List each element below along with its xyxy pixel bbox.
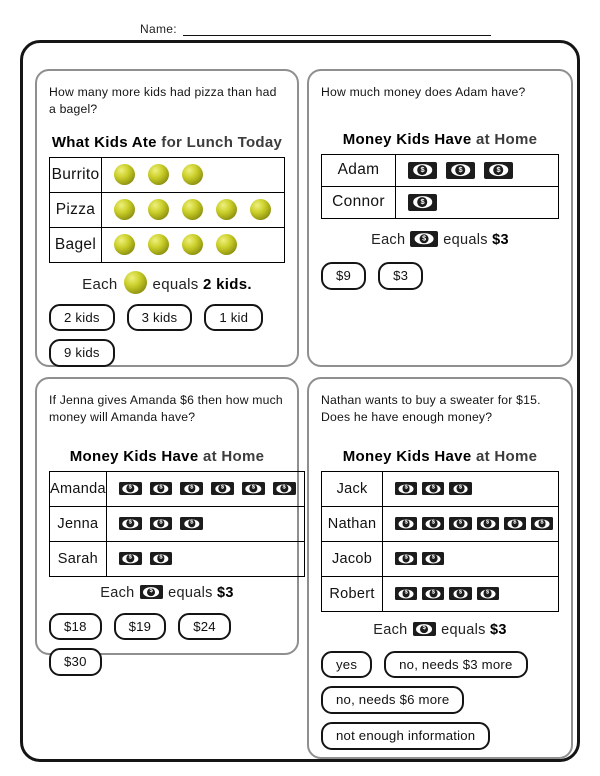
dollar-bill-icon: $ bbox=[484, 162, 513, 178]
answer-choice-button[interactable]: $18 bbox=[49, 613, 102, 641]
dollar-bill-icon: $ bbox=[140, 585, 164, 598]
chart-title: Money Kids Have at Home bbox=[342, 130, 538, 148]
answer-choice-button[interactable]: no, needs $6 more bbox=[321, 686, 464, 714]
dollar-bill-icon: $ bbox=[180, 517, 203, 530]
name-label: Name: bbox=[140, 22, 177, 36]
kid-dot-icon bbox=[124, 271, 147, 294]
answer-choices bbox=[321, 651, 559, 750]
answer-choice-button[interactable]: 1 kid bbox=[204, 304, 263, 332]
table-row bbox=[50, 227, 285, 262]
kid-dot-icon bbox=[182, 164, 203, 185]
row-label: Amanda bbox=[50, 471, 107, 506]
dollar-bill-icon: $ bbox=[395, 552, 417, 565]
row-label: Jenna bbox=[50, 506, 107, 541]
table-row bbox=[322, 154, 559, 186]
dollar-bill-icon: $ bbox=[413, 622, 437, 635]
pictograph-key: Each $ equals $3 bbox=[373, 621, 507, 638]
dollar-bill-icon: $ bbox=[395, 587, 417, 600]
table-row bbox=[50, 192, 285, 227]
pictograph-table bbox=[321, 154, 559, 219]
kid-dot-icon bbox=[182, 199, 203, 220]
dollar-bill-icon: $ bbox=[422, 517, 444, 530]
chart-title: Money Kids Have at Home bbox=[69, 447, 265, 465]
panel-nathan-question bbox=[307, 377, 573, 759]
name-input-line[interactable] bbox=[183, 20, 491, 36]
panel-lunch-question bbox=[35, 69, 299, 367]
row-label: Adam bbox=[322, 154, 396, 186]
row-label: Connor bbox=[322, 186, 396, 218]
dollar-bill-icon: $ bbox=[422, 587, 444, 600]
chart-title: What Kids Ate for Lunch Today bbox=[51, 133, 283, 151]
row-label: Pizza bbox=[50, 192, 102, 227]
dollar-bill-icon: $ bbox=[150, 517, 173, 530]
worksheet-border bbox=[20, 40, 580, 762]
table-row bbox=[322, 506, 559, 541]
dollar-bill-icon: $ bbox=[150, 482, 173, 495]
dollar-bill-icon: $ bbox=[211, 482, 234, 495]
kid-dot-icon bbox=[216, 234, 237, 255]
row-label: Robert bbox=[322, 576, 383, 611]
table-row bbox=[50, 471, 305, 506]
panel-jenna-question bbox=[35, 377, 299, 670]
answer-choice-button[interactable]: $9 bbox=[321, 262, 366, 290]
answer-choice-button[interactable]: 3 kids bbox=[127, 304, 193, 332]
row-label: Bagel bbox=[50, 227, 102, 262]
kid-dot-icon bbox=[182, 234, 203, 255]
kid-dot-icon bbox=[114, 164, 135, 185]
row-label: Jack bbox=[322, 471, 383, 506]
dollar-bill-icon: $ bbox=[477, 517, 499, 530]
kid-dot-icon bbox=[114, 234, 135, 255]
kid-dot-icon bbox=[148, 199, 169, 220]
kid-dot-icon bbox=[148, 164, 169, 185]
question-text: How many more kids had pizza than had a bagel? bbox=[49, 85, 277, 116]
pictograph-key: Each $ equals $3 bbox=[371, 231, 509, 248]
dollar-bill-icon: $ bbox=[119, 482, 142, 495]
dollar-bill-icon: $ bbox=[150, 552, 173, 565]
pictograph-table bbox=[49, 471, 305, 577]
answer-choice-button[interactable]: $24 bbox=[178, 613, 231, 641]
dollar-bill-icon: $ bbox=[477, 587, 499, 600]
table-row bbox=[322, 576, 559, 611]
pictograph-table bbox=[321, 471, 559, 612]
answer-choices bbox=[49, 613, 285, 677]
question-text: How much money does Adam have? bbox=[321, 85, 526, 99]
dollar-bill-icon: $ bbox=[422, 552, 444, 565]
kid-dot-icon bbox=[250, 199, 271, 220]
kid-dot-icon bbox=[148, 234, 169, 255]
dollar-bill-icon: $ bbox=[408, 194, 437, 210]
dollar-bill-icon: $ bbox=[449, 482, 471, 495]
dollar-bill-icon: $ bbox=[422, 482, 444, 495]
dollar-bill-icon: $ bbox=[504, 517, 526, 530]
answer-choice-button[interactable]: yes bbox=[321, 651, 372, 679]
table-row bbox=[322, 541, 559, 576]
dollar-bill-icon: $ bbox=[408, 162, 437, 178]
table-row bbox=[50, 541, 305, 576]
name-header bbox=[140, 20, 491, 36]
dollar-bill-icon: $ bbox=[119, 517, 142, 530]
row-label: Sarah bbox=[50, 541, 107, 576]
dollar-bill-icon: $ bbox=[273, 482, 296, 495]
answer-choices bbox=[49, 304, 285, 368]
answer-choice-button[interactable]: no, needs $3 more bbox=[384, 651, 527, 679]
table-row bbox=[322, 471, 559, 506]
dollar-bill-icon: $ bbox=[446, 162, 475, 178]
pictograph-table bbox=[49, 157, 285, 263]
question-text: Nathan wants to buy a sweater for $15. Does he have enough money? bbox=[321, 393, 541, 424]
answer-choice-button[interactable]: 2 kids bbox=[49, 304, 115, 332]
panel-adam-question bbox=[307, 69, 573, 367]
dollar-bill-icon: $ bbox=[242, 482, 265, 495]
row-label: Nathan bbox=[322, 506, 383, 541]
pictograph-key: Each $ equals $3 bbox=[100, 584, 234, 601]
dollar-bill-icon: $ bbox=[410, 231, 438, 247]
dollar-bill-icon: $ bbox=[395, 517, 417, 530]
kid-dot-icon bbox=[114, 199, 135, 220]
dollar-bill-icon: $ bbox=[119, 552, 142, 565]
dollar-bill-icon: $ bbox=[395, 482, 417, 495]
dollar-bill-icon: $ bbox=[449, 587, 471, 600]
answer-choice-button[interactable]: not enough information bbox=[321, 722, 490, 750]
row-label: Burrito bbox=[50, 157, 102, 192]
pictograph-key: Each equals 2 kids. bbox=[49, 271, 285, 293]
answer-choice-button[interactable]: $19 bbox=[114, 613, 167, 641]
dollar-bill-icon: $ bbox=[449, 517, 471, 530]
answer-choice-button[interactable]: $30 bbox=[49, 648, 102, 676]
row-label: Jacob bbox=[322, 541, 383, 576]
question-text: If Jenna gives Amanda $6 then how much money will Amanda have? bbox=[49, 393, 283, 424]
chart-title: Money Kids Have at Home bbox=[342, 447, 538, 465]
dollar-bill-icon: $ bbox=[531, 517, 553, 530]
answer-choice-button[interactable]: 9 kids bbox=[49, 339, 115, 367]
answer-choices bbox=[321, 262, 559, 290]
table-row bbox=[50, 157, 285, 192]
dollar-bill-icon: $ bbox=[180, 482, 203, 495]
answer-choice-button[interactable]: $3 bbox=[378, 262, 423, 290]
table-row bbox=[50, 506, 305, 541]
table-row bbox=[322, 186, 559, 218]
kid-dot-icon bbox=[216, 199, 237, 220]
